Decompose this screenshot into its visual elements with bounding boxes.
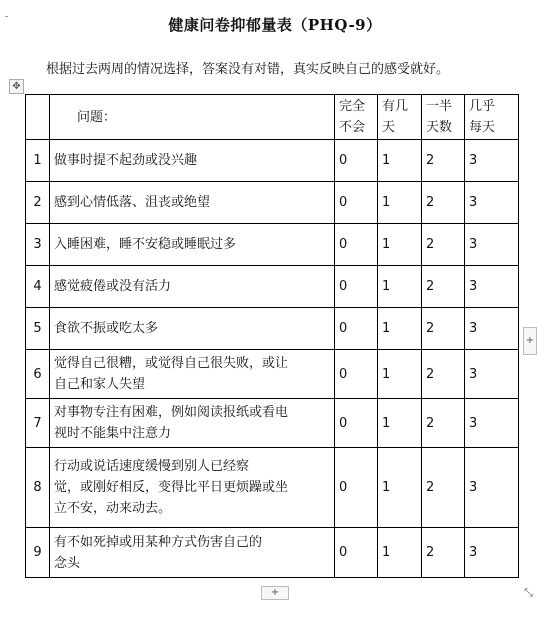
table-move-handle[interactable] <box>9 79 24 94</box>
score-option[interactable]: 3 <box>465 308 519 350</box>
score-option[interactable]: 3 <box>465 224 519 266</box>
question-row <box>26 399 519 448</box>
question-text-line: 念头 <box>54 555 81 571</box>
question-text-line: 做事时提不起劲或没兴趣 <box>54 153 198 168</box>
question-number: 9 <box>26 528 50 578</box>
question-text-line: 自己和家人失望 <box>54 377 146 392</box>
option-header-more-than-half: 一半 天数 <box>422 95 465 140</box>
question-row <box>26 224 519 266</box>
question-number: 4 <box>26 266 50 308</box>
question-text <box>50 528 335 578</box>
plus-icon: + <box>525 335 535 346</box>
score-option[interactable]: 1 <box>378 528 422 578</box>
score-option[interactable]: 1 <box>378 399 422 448</box>
question-header: 问题： <box>50 95 335 140</box>
question-text-line: 行动或说话速度缓慢到别人已经察 <box>54 459 250 474</box>
question-row <box>26 448 519 528</box>
score-option[interactable]: 0 <box>335 399 378 448</box>
score-option[interactable]: 2 <box>422 528 465 578</box>
question-text <box>50 266 335 308</box>
score-option[interactable]: 0 <box>335 266 378 308</box>
score-option[interactable]: 0 <box>335 308 378 350</box>
score-option[interactable]: 1 <box>378 448 422 528</box>
score-option[interactable]: 2 <box>422 308 465 350</box>
question-number: 2 <box>26 182 50 224</box>
score-option[interactable]: 3 <box>465 182 519 224</box>
question-text <box>50 350 335 399</box>
score-option[interactable]: 1 <box>378 140 422 182</box>
question-row <box>26 350 519 399</box>
score-option[interactable]: 1 <box>378 182 422 224</box>
score-option[interactable]: 1 <box>378 308 422 350</box>
score-option[interactable]: 2 <box>422 399 465 448</box>
score-option[interactable]: 3 <box>465 399 519 448</box>
question-text <box>50 182 335 224</box>
add-row-button[interactable] <box>261 586 289 600</box>
score-option[interactable]: 3 <box>465 266 519 308</box>
question-text-line: 对事物专注有困难，例如阅读报纸或看电 <box>54 405 289 420</box>
score-option[interactable]: 3 <box>465 528 519 578</box>
question-row <box>26 266 519 308</box>
question-text-line: 感到心情低落、沮丧或绝望 <box>54 195 211 210</box>
question-text <box>50 224 335 266</box>
question-text-line: 视时不能集中注意力 <box>54 426 172 441</box>
option-header-several-days: 有几 天 <box>378 95 422 140</box>
option-header-nearly-every-day: 几乎 每天 <box>465 95 519 140</box>
phq9-table <box>25 94 519 578</box>
diagonal-resize-icon: ⤡ <box>524 586 533 599</box>
score-option[interactable]: 3 <box>465 350 519 399</box>
question-text-line: 立不安，动来动去。 <box>54 501 172 516</box>
score-option[interactable]: 0 <box>335 350 378 399</box>
score-option[interactable]: 0 <box>335 140 378 182</box>
score-option[interactable]: 0 <box>335 224 378 266</box>
score-option[interactable]: 1 <box>378 350 422 399</box>
question-row <box>26 182 519 224</box>
question-text <box>50 308 335 350</box>
score-option[interactable]: 2 <box>422 350 465 399</box>
score-option[interactable]: 3 <box>465 140 519 182</box>
score-option[interactable]: 1 <box>378 266 422 308</box>
question-text-line: 感觉疲倦或没有活力 <box>54 279 172 294</box>
document-title: 健康问卷抑郁量表（PHQ-9） <box>168 16 382 34</box>
add-column-button[interactable] <box>523 327 537 355</box>
question-number: 8 <box>26 448 50 528</box>
question-number: 1 <box>26 140 50 182</box>
question-row <box>26 528 519 578</box>
question-number: 6 <box>26 350 50 399</box>
score-option[interactable]: 3 <box>465 448 519 528</box>
question-number: 3 <box>26 224 50 266</box>
question-text <box>50 399 335 448</box>
question-text <box>50 140 335 182</box>
score-option[interactable]: 0 <box>335 182 378 224</box>
question-text-line: 觉，或刚好相反，变得比平日更烦躁或坐 <box>54 480 289 495</box>
score-option[interactable]: 2 <box>422 448 465 528</box>
score-option[interactable]: 0 <box>335 448 378 528</box>
question-text-line: 入睡困难，睡不安稳或睡眠过多 <box>54 237 237 252</box>
plus-icon: + <box>270 587 280 598</box>
score-option[interactable]: 1 <box>378 224 422 266</box>
question-number: 7 <box>26 399 50 448</box>
question-text <box>50 448 335 528</box>
move-arrows-icon: ✥ <box>12 81 21 92</box>
score-option[interactable]: 2 <box>422 140 465 182</box>
header-row <box>26 95 519 140</box>
instruction-text: 根据过去两周的情况选择，答案没有对错，真实反映自己的感受就好。 <box>46 62 450 77</box>
option-header-not-at-all: 完全 不会 <box>335 95 378 140</box>
score-option[interactable]: 2 <box>422 266 465 308</box>
question-text-line: 有不如死掉或用某种方式伤害自己的 <box>54 534 263 550</box>
question-number: 5 <box>26 308 50 350</box>
score-option[interactable]: 2 <box>422 224 465 266</box>
score-option[interactable]: 2 <box>422 182 465 224</box>
question-row <box>26 308 519 350</box>
score-option[interactable]: 0 <box>335 528 378 578</box>
question-text-line: 食欲不振或吃太多 <box>54 321 159 336</box>
table-resize-handle[interactable] <box>522 586 535 599</box>
header-number-cell <box>26 95 50 140</box>
question-text-line: 觉得自己很糟，或觉得自己很失败，或让 <box>54 356 289 371</box>
question-row <box>26 140 519 182</box>
